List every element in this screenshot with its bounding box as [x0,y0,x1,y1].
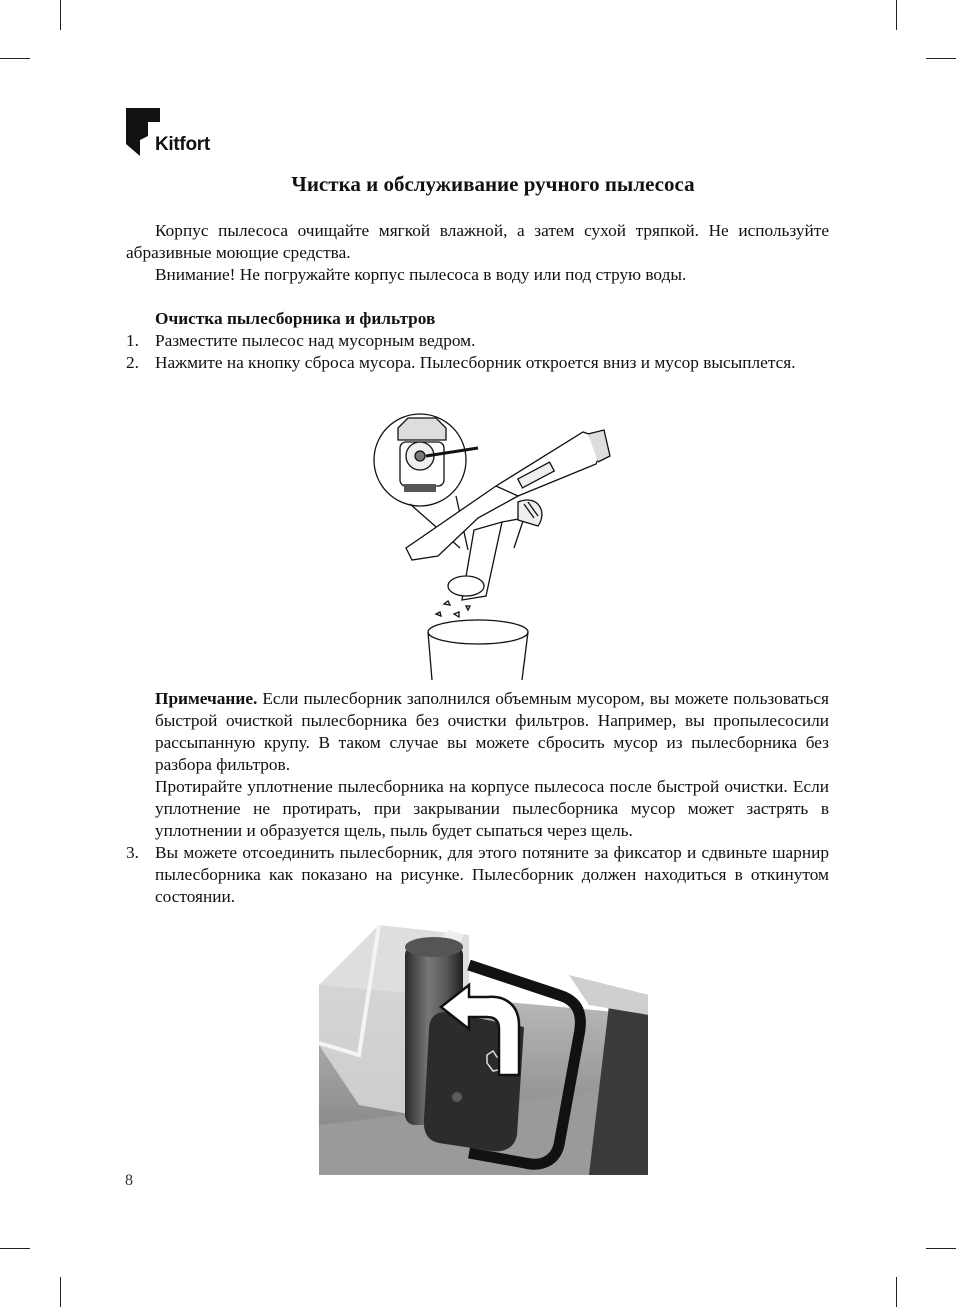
warning-paragraph: Внимание! Не погружайте корпус пылесоса в воду или под струю воды. [155,265,687,284]
crop-mark [0,58,30,59]
list-text: Вы можете отсоединить пылесборник, для этого потяните за фиксатор и сдвиньте шарнир пылесборника как показано на рисунке. Пылесборник должен находиться в откинутом состоянии. [155,843,829,906]
list-text: Нажмите на кнопку сброса мусора. Пылесборник откроется вниз и мусор высыплется. [155,353,796,372]
crop-mark [60,0,61,30]
note-paragraph [126,688,829,776]
list-text: Разместите пылесос над мусорным ведром. [155,331,476,350]
intro-block [126,220,829,286]
crop-mark [896,0,897,30]
crop-mark [926,58,956,59]
vacuum-dustbin-release-illustration [368,400,618,685]
list-number: 2. [126,353,139,372]
list-item [126,352,829,374]
note-text: Если пылесборник заполнился объемным мусором, вы можете пользоваться быстрой очисткой пылесборника без очистки фильтров. Например, вы пропылесосили рассыпанную крупу. В таком случае вы можете сбросить мусор из пылесборника без разбора фильтров. [155,689,829,774]
note-paragraph-2: Протирайте уплотнение пылесборника на корпусе пылесоса после быстрой очистки. Если уплотнение не протирать, при закрывании пылесборника мусор может застрять в уплотнении и образуется щель, пыль будет сыпаться через щель. [155,777,829,840]
section-block [126,308,829,374]
list-number: 3. [126,843,139,862]
intro-paragraph: Корпус пылесоса очищайте мягкой влажной, а затем сухой тряпкой. Не используйте абразивные моющие средства. [126,221,829,262]
crop-mark [896,1277,897,1307]
dustbin-hinge-photo [319,925,648,1175]
list-number: 1. [126,331,139,350]
page-title: Чистка и обслуживание ручного пылесоса [291,172,695,196]
note-label: Примечание. [155,689,258,708]
page-number: 8 [125,1172,133,1189]
note-block [126,688,829,908]
crop-mark [60,1277,61,1307]
list-item [126,842,829,908]
list-item [126,330,829,352]
crop-mark [0,1248,30,1249]
crop-mark [926,1248,956,1249]
brand-name: Kitfort [155,134,210,155]
section-heading: Очистка пылесборника и фильтров [155,309,436,328]
